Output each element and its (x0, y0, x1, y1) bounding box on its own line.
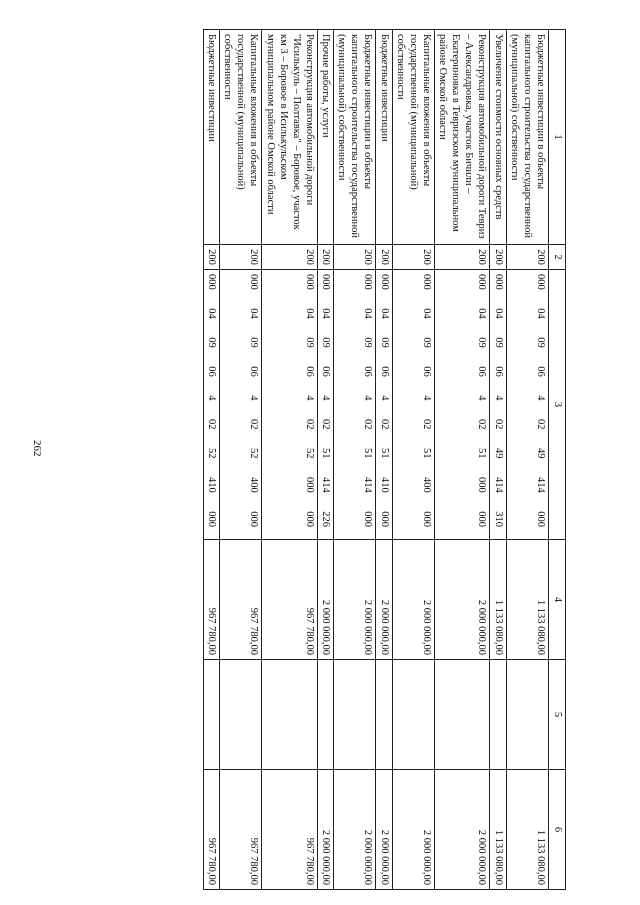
kbk-segment: 400 (248, 477, 260, 493)
kbk-segment: 04 (476, 308, 488, 319)
kbk-segment: 51 (476, 448, 488, 459)
row-code-cell: 200 (334, 245, 376, 270)
kbk-segment: 09 (378, 337, 390, 348)
row-amount-col6: 2 000 000,00 (376, 770, 392, 890)
kbk-segment: 09 (248, 337, 260, 348)
kbk-segment: 02 (206, 419, 218, 430)
kbk-segment: 02 (248, 419, 260, 430)
kbk-segment: 04 (206, 308, 218, 319)
kbk-segment: 000 (362, 274, 374, 290)
kbk-code (205, 274, 218, 535)
row-amount-col6: 967 780,00 (220, 770, 262, 890)
kbk-segment: 400 (421, 477, 432, 493)
kbk-segment: 02 (362, 419, 374, 430)
kbk-segment: 000 (378, 274, 390, 290)
kbk-segment: 4 (535, 395, 546, 401)
kbk-segment: 4 (476, 395, 488, 401)
kbk-code (361, 274, 374, 535)
kbk-segment: 04 (304, 308, 315, 319)
row-amount-col6: 2 000 000,00 (318, 770, 334, 890)
header-cell: 1 (549, 30, 566, 245)
table-body (204, 30, 549, 890)
kbk-segment: 000 (206, 274, 218, 290)
table-row (318, 30, 334, 890)
kbk-segment: 06 (320, 366, 332, 377)
row-kbk-cell (204, 270, 220, 540)
kbk-segment: 04 (320, 308, 332, 319)
row-kbk-cell (376, 270, 392, 540)
row-code-cell: 200 (435, 245, 491, 270)
row-amount-col4: 2 000 000,00 (392, 540, 434, 660)
row-amount-col5 (435, 660, 491, 770)
row-name-cell: Реконструкция автомобильной дороги "Исилькуль – Полтавка" – Боровое, участок км 3 – Боровое в Исилькульском муниципальном районе Омской области (262, 30, 318, 245)
kbk-code (475, 274, 488, 535)
kbk-segment: 410 (378, 477, 390, 493)
row-amount-col5 (334, 660, 376, 770)
kbk-segment: 06 (492, 366, 504, 377)
table-row (506, 30, 548, 890)
kbk-segment: 4 (304, 395, 315, 401)
table-header-row (549, 30, 566, 890)
kbk-segment: 4 (248, 395, 260, 401)
kbk-segment: 000 (476, 274, 488, 290)
kbk-segment: 000 (378, 511, 390, 527)
row-amount-col5 (392, 660, 434, 770)
kbk-segment: 09 (362, 337, 374, 348)
row-name-cell: Реконструкция автомобильной дороги Тевриз – Александровка, участок Бичили – Екатериновка в Тевризском муниципальном районе Омской области (435, 30, 491, 245)
header-cell: 2 (549, 245, 566, 270)
row-amount-col6: 2 000 000,00 (435, 770, 491, 890)
kbk-segment: 06 (421, 366, 432, 377)
kbk-segment: 52 (206, 448, 218, 459)
kbk-segment: 52 (304, 448, 315, 459)
row-amount-col5 (204, 660, 220, 770)
budget-table (203, 29, 566, 890)
kbk-segment: 000 (320, 274, 332, 290)
row-amount-col4: 1 133 080,00 (490, 540, 506, 660)
kbk-segment: 04 (535, 308, 546, 319)
kbk-code (378, 274, 391, 535)
kbk-segment: 410 (206, 477, 218, 493)
table-row (220, 30, 262, 890)
row-amount-col4: 967 780,00 (262, 540, 318, 660)
row-amount-col5 (490, 660, 506, 770)
kbk-code (319, 274, 332, 535)
kbk-segment: 000 (248, 511, 260, 527)
kbk-segment: 4 (378, 395, 390, 401)
kbk-segment: 51 (421, 448, 432, 459)
row-amount-col4: 2 000 000,00 (334, 540, 376, 660)
row-amount-col6: 2 000 000,00 (334, 770, 376, 890)
kbk-segment: 51 (378, 448, 390, 459)
kbk-segment: 49 (492, 448, 504, 459)
kbk-segment: 000 (304, 477, 315, 493)
kbk-segment: 000 (492, 274, 504, 290)
table-row (435, 30, 491, 890)
kbk-segment: 02 (492, 419, 504, 430)
kbk-segment: 000 (535, 274, 546, 290)
kbk-segment: 51 (362, 448, 374, 459)
rotated-page-content (76, 29, 566, 889)
row-kbk-cell (334, 270, 376, 540)
kbk-segment: 52 (248, 448, 260, 459)
kbk-segment: 04 (362, 308, 374, 319)
kbk-segment: 02 (535, 419, 546, 430)
row-name-cell: Бюджетные инвестиции (204, 30, 220, 245)
row-name-cell: Капитальные вложения в объекты государственной (муниципальной) собственности (220, 30, 262, 245)
kbk-segment: 09 (206, 337, 218, 348)
header-cell: 6 (549, 770, 566, 890)
row-amount-col5 (506, 660, 548, 770)
kbk-segment: 000 (304, 511, 315, 527)
kbk-segment: 09 (421, 337, 432, 348)
kbk-segment: 02 (421, 419, 432, 430)
row-code-cell: 200 (262, 245, 318, 270)
row-name-cell: Прочие работы, услуги (318, 30, 334, 245)
kbk-segment: 09 (476, 337, 488, 348)
kbk-segment: 02 (378, 419, 390, 430)
kbk-code (492, 274, 505, 535)
kbk-segment: 04 (248, 308, 260, 319)
kbk-segment: 02 (304, 419, 315, 430)
kbk-segment: 414 (535, 477, 546, 493)
row-amount-col5 (376, 660, 392, 770)
row-amount-col6: 1 133 080,00 (490, 770, 506, 890)
kbk-segment: 06 (378, 366, 390, 377)
kbk-segment: 4 (492, 395, 504, 401)
row-amount-col6: 967 780,00 (204, 770, 220, 890)
kbk-segment: 310 (492, 511, 504, 527)
kbk-segment: 000 (476, 477, 488, 493)
row-kbk-cell (435, 270, 491, 540)
kbk-segment: 51 (320, 448, 332, 459)
table-row (490, 30, 506, 890)
row-kbk-cell (318, 270, 334, 540)
kbk-segment: 4 (206, 395, 218, 401)
row-name-cell: Бюджетные инвестиции в объекты капитального строительства государственной (муниципальной) собственности (506, 30, 548, 245)
kbk-segment: 09 (535, 337, 546, 348)
row-amount-col4: 967 780,00 (204, 540, 220, 660)
row-name-cell: Капитальные вложения в объекты государственной (муниципальной) собственности (392, 30, 434, 245)
kbk-segment: 000 (421, 511, 432, 527)
row-amount-col6: 967 780,00 (262, 770, 318, 890)
table-row (262, 30, 318, 890)
kbk-segment: 09 (492, 337, 504, 348)
row-amount-col4: 2 000 000,00 (376, 540, 392, 660)
row-code-cell: 200 (392, 245, 434, 270)
row-kbk-cell (262, 270, 318, 540)
kbk-segment: 04 (492, 308, 504, 319)
row-code-cell: 200 (506, 245, 548, 270)
row-code-cell: 200 (318, 245, 334, 270)
kbk-code (303, 274, 316, 535)
header-cell: 5 (549, 660, 566, 770)
row-amount-col6: 1 133 080,00 (506, 770, 548, 890)
kbk-code (247, 274, 260, 535)
table-row (376, 30, 392, 890)
kbk-segment: 49 (535, 448, 546, 459)
table-row (334, 30, 376, 890)
row-amount-col5 (262, 660, 318, 770)
kbk-segment: 02 (320, 419, 332, 430)
kbk-segment: 4 (421, 395, 432, 401)
kbk-segment: 09 (304, 337, 315, 348)
kbk-segment: 06 (535, 366, 546, 377)
row-amount-col4: 2 000 000,00 (318, 540, 334, 660)
row-kbk-cell (392, 270, 434, 540)
header-cell: 3 (549, 270, 566, 540)
kbk-segment: 4 (320, 395, 332, 401)
row-name-cell: Бюджетные инвестиции (376, 30, 392, 245)
row-amount-col5 (318, 660, 334, 770)
kbk-segment: 04 (421, 308, 432, 319)
row-name-cell: Увеличение стоимости основных средств (490, 30, 506, 245)
row-amount-col4: 967 780,00 (220, 540, 262, 660)
kbk-segment: 09 (320, 337, 332, 348)
row-code-cell: 200 (490, 245, 506, 270)
row-amount-col4: 1 133 080,00 (506, 540, 548, 660)
kbk-segment: 06 (362, 366, 374, 377)
row-kbk-cell (490, 270, 506, 540)
header-cell: 4 (549, 540, 566, 660)
kbk-segment: 414 (320, 477, 332, 493)
table-row (204, 30, 220, 890)
kbk-segment: 06 (304, 366, 315, 377)
kbk-segment: 226 (320, 511, 332, 527)
row-kbk-cell (506, 270, 548, 540)
row-code-cell: 200 (220, 245, 262, 270)
table-row (392, 30, 434, 890)
kbk-segment: 06 (476, 366, 488, 377)
kbk-segment: 4 (362, 395, 374, 401)
row-amount-col5 (220, 660, 262, 770)
kbk-segment: 000 (535, 511, 546, 527)
kbk-segment: 02 (476, 419, 488, 430)
kbk-code (534, 274, 547, 535)
kbk-segment: 000 (304, 274, 315, 290)
page-number: 262 (31, 440, 43, 457)
kbk-segment: 000 (248, 274, 260, 290)
kbk-segment: 06 (206, 366, 218, 377)
kbk-segment: 000 (206, 511, 218, 527)
kbk-code (420, 274, 433, 535)
row-name-cell: Бюджетные инвестиции в объекты капитального строительства государственной (муниципальной) собственности (334, 30, 376, 245)
row-code-cell: 200 (204, 245, 220, 270)
kbk-segment: 000 (362, 511, 374, 527)
row-amount-col4: 2 000 000,00 (435, 540, 491, 660)
kbk-segment: 414 (492, 477, 504, 493)
kbk-segment: 04 (378, 308, 390, 319)
kbk-segment: 06 (248, 366, 260, 377)
kbk-segment: 414 (362, 477, 374, 493)
row-kbk-cell (220, 270, 262, 540)
row-code-cell: 200 (376, 245, 392, 270)
kbk-segment: 000 (476, 511, 488, 527)
row-amount-col6: 2 000 000,00 (392, 770, 434, 890)
kbk-segment: 000 (421, 274, 432, 290)
